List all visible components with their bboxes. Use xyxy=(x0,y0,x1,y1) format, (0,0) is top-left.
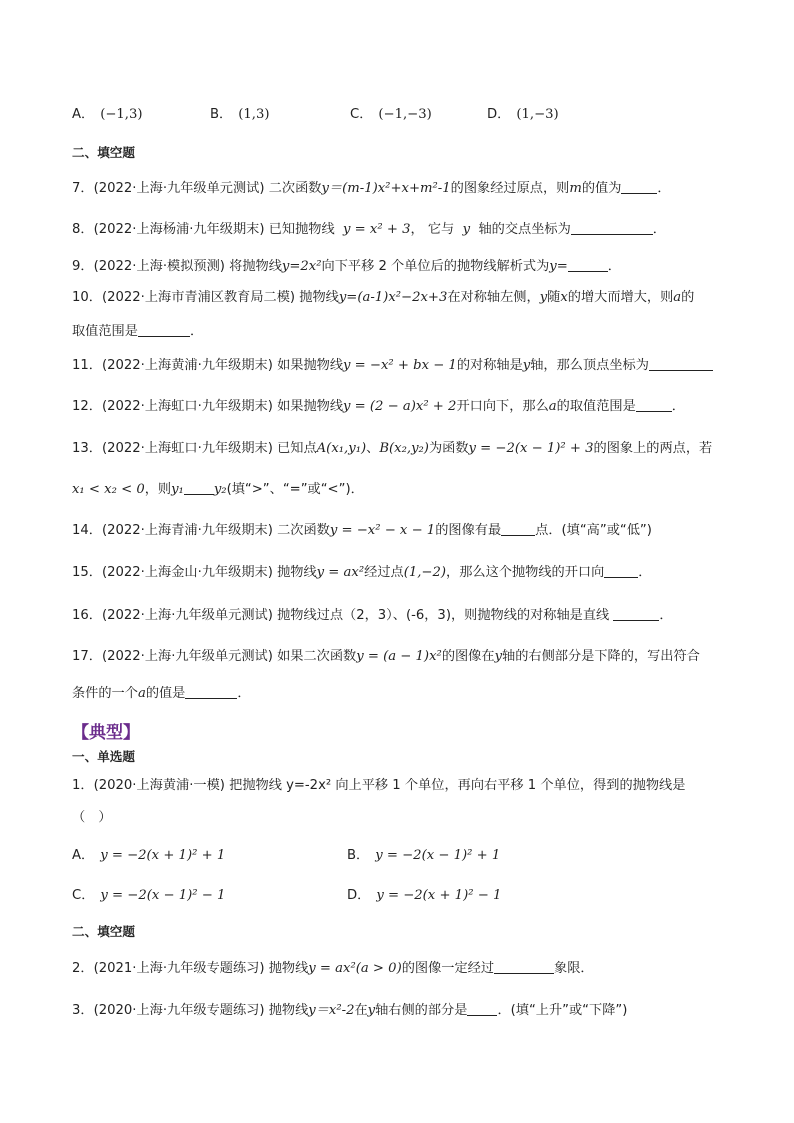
question-15: 15．(2022·上海金山·九年级期末) 抛物线y = ax²经过点(1,−2)，那么这个抛物线的开口向 ． xyxy=(72,565,652,580)
q6-option-c: C． (−1,−3) xyxy=(350,107,432,122)
question-17-line-1: 17．(2022·上海·九年级单元测试) 如果二次函数y = (a − 1)x²的图像在y轴的右侧部分是下降的，写出符合 xyxy=(72,649,700,664)
section-heading-single: 一、单选题 xyxy=(72,749,135,764)
answer-blank[interactable] xyxy=(621,179,657,194)
typical-question-1-line-1: 1．(2020·上海黄浦·一模) 把抛物线 y=-2x² 向上平移 1 个单位，再向右平移 1 个单位，得到的抛物线是 xyxy=(72,778,686,793)
answer-blank[interactable] xyxy=(184,480,214,495)
answer-blank[interactable] xyxy=(138,322,190,337)
answer-blank[interactable] xyxy=(501,521,535,536)
answer-blank[interactable] xyxy=(568,257,608,272)
question-13-line-2: x₁ < x₂ < 0，则y₁ y₂(填“>”、“=”或“<”)． xyxy=(72,482,364,497)
t1-option-b: B． y = −2(x − 1)² + 1 xyxy=(347,848,501,863)
q6-option-b: B． (1,3) xyxy=(210,107,270,122)
section-typical-heading: 【典型】 xyxy=(72,723,140,743)
question-7: 7．(2022·上海·九年级单元测试) 二次函数y＝(m-1)x²+x+m²-1的图象经过原点，则m的值为 ． xyxy=(72,181,671,196)
answer-blank[interactable] xyxy=(494,959,554,974)
q6-option-a: A． (−1,3) xyxy=(72,107,143,122)
typical-question-1-line-2: （ ） xyxy=(72,810,112,825)
question-14: 14．(2022·上海青浦·九年级期末) 二次函数y = −x² − x − 1的图像有最 点．(填“高”或“低”) xyxy=(72,523,652,538)
typical-question-3: 3．(2020·上海·九年级专题练习) 抛物线y＝x²-2在y轴右侧的部分是 ．(填“上升”或“下降”) xyxy=(72,1003,628,1018)
question-12: 12．(2022·上海虹口·九年级期末) 如果抛物线y = (2 − a)x² + 2开口向下，那么a的取值范围是 ． xyxy=(72,399,685,414)
t1-option-a: A． y = −2(x + 1)² + 1 xyxy=(72,848,226,863)
question-16: 16．(2022·上海·九年级单元测试) 抛物线过点（2，3）、(-6，3)，则抛物线的对称轴是直线 ． xyxy=(72,608,673,623)
section-heading-fill: 二、填空题 xyxy=(72,145,135,160)
section-heading-fill-2: 二、填空题 xyxy=(72,924,135,939)
answer-blank[interactable] xyxy=(467,1001,497,1016)
t1-option-d: D． y = −2(x + 1)² − 1 xyxy=(347,888,502,903)
question-9: 9．(2022·上海·模拟预测) 将抛物线y=2x²向下平移 2 个单位后的抛物线解析式为y= ． xyxy=(72,259,621,274)
q6-option-d: D． (1,−3) xyxy=(487,107,559,122)
typical-question-2: 2．(2021·上海·九年级专题练习) 抛物线y = ax²(a > 0)的图像一定经过 象限． xyxy=(72,961,594,976)
question-10-line-1: 10．(2022·上海市青浦区教育局二模) 抛物线y=(a-1)x²−2x+3在对称轴左侧，y随x的增大而增大，则a的 xyxy=(72,290,695,305)
answer-blank[interactable] xyxy=(604,563,638,578)
question-10-line-2: 取值范围是 ． xyxy=(72,324,204,339)
answer-blank[interactable] xyxy=(185,684,237,699)
answer-blank[interactable] xyxy=(649,356,713,371)
answer-blank[interactable] xyxy=(571,220,653,235)
question-17-line-2: 条件的一个a的值是 ． xyxy=(72,686,251,701)
answer-blank[interactable] xyxy=(636,397,672,412)
question-13-line-1: 13．(2022·上海虹口·九年级期末) 已知点A(x₁,y₁)、B(x₂,y₂)为函数y = −2(x − 1)² + 3的图象上的两点，若 xyxy=(72,441,713,456)
question-11: 11．(2022·上海黄浦·九年级期末) 如果抛物线y = −x² + bx − 1的对称轴是y轴，那么顶点坐标为 xyxy=(72,356,724,376)
answer-blank[interactable] xyxy=(613,606,659,621)
question-8: 8．(2022·上海杨浦·九年级期末) 已知抛物线 y = x² + 3， 它与 y 轴的交点坐标为 ． xyxy=(72,222,666,237)
t1-option-c: C． y = −2(x − 1)² − 1 xyxy=(72,888,226,903)
